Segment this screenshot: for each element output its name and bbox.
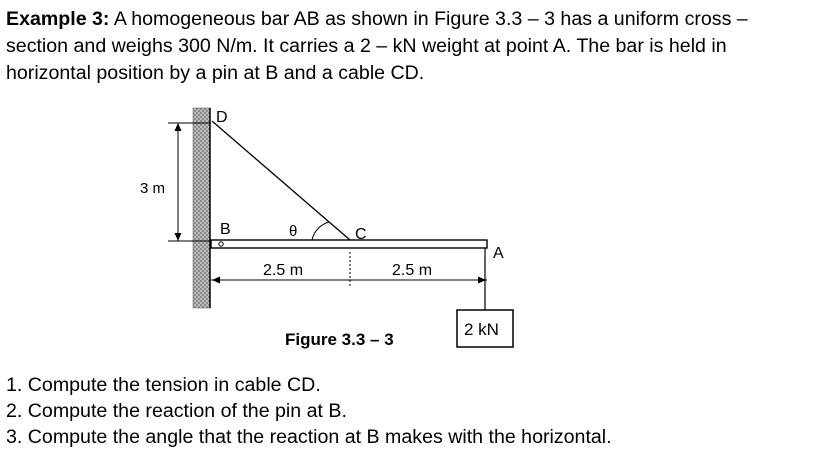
question-list xyxy=(6,372,818,450)
label-a: A xyxy=(493,245,504,262)
label-d: D xyxy=(216,109,228,126)
question-1: 1. Compute the tension in cable CD. xyxy=(6,374,321,396)
bar-ab xyxy=(211,240,487,248)
dim-height-label: 3 m xyxy=(140,180,166,197)
example-label: Example 3: xyxy=(6,8,110,30)
dim-right-label: 2.5 m xyxy=(392,262,433,279)
problem-line-2: section and weighs 300 N/m. It carries a 2 – kN weight at point A. The bar is held in xyxy=(6,35,727,57)
cable-cd xyxy=(212,121,350,240)
load-label: 2 kN xyxy=(464,320,499,339)
dim-left-label: 2.5 m xyxy=(263,262,304,279)
question-3: 3. Compute the angle that the reaction at B makes with the horizontal. xyxy=(6,426,612,448)
label-b: B xyxy=(220,221,231,238)
pin-b xyxy=(219,242,223,246)
wall xyxy=(193,108,210,308)
label-c: C xyxy=(355,226,367,243)
question-2: 2. Compute the reaction of the pin at B. xyxy=(6,400,347,422)
problem-line-3: horizontal position by a pin at B and a cable CD. xyxy=(6,62,425,84)
theta-arc xyxy=(312,222,329,240)
problem-text-1: A homogeneous bar AB as shown in Figure 3.3 – 3 has a uniform cross – xyxy=(109,8,748,30)
figure-caption: Figure 3.3 – 3 xyxy=(285,330,394,349)
label-theta: θ xyxy=(289,223,298,240)
